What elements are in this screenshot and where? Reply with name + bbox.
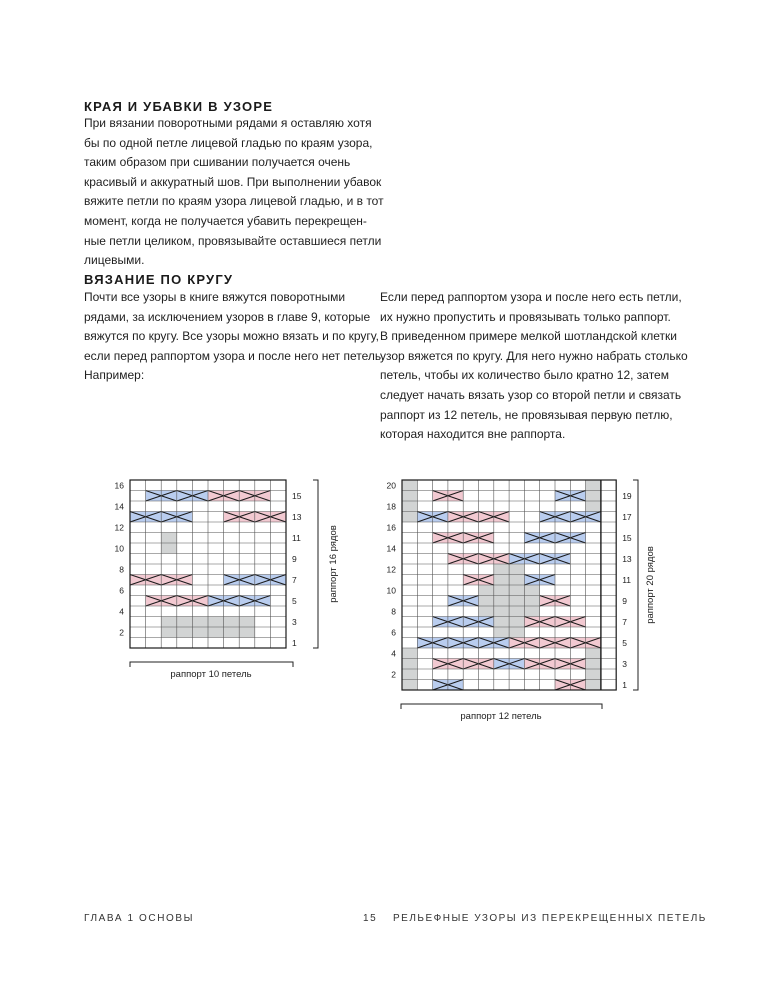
text-line: Например: <box>84 368 145 383</box>
text-line: рядами, за исключением узоров в главе 9, которые <box>84 309 371 324</box>
row-number-odd: 5 <box>292 595 297 606</box>
rows-bracket <box>633 480 638 690</box>
stitches-bracket <box>130 662 293 667</box>
row-number-even: 20 <box>386 480 396 491</box>
text-line: красивый и аккуратный шов. При выполнении убавок <box>84 174 382 189</box>
row-number-even: 2 <box>119 627 124 638</box>
text-line: ные петли целиком, провязывайте оставшиеся петли <box>84 233 382 248</box>
row-number-even: 12 <box>386 564 396 575</box>
text-line: Почти все узоры в книге вяжутся поворотными <box>84 290 346 304</box>
row-number-odd: 15 <box>622 532 632 543</box>
footer-chapter: ГЛАВА 1 ОСНОВЫ <box>84 913 195 924</box>
text-line: вяжите петли по краям узора лицевой гладью, и в тот <box>84 194 384 209</box>
section-heading-round: ВЯЗАНИЕ ПО КРУГУ <box>84 272 234 287</box>
row-number-even: 14 <box>114 501 124 512</box>
text-line: петель, чтобы их количество было кратно 12, затем <box>380 368 669 383</box>
paragraph-round-right <box>380 288 688 445</box>
footer-section-title: РЕЛЬЕФНЫЕ УЗОРЫ ИЗ ПЕРЕКРЕЩЕННЫХ ПЕТЕЛЬ <box>393 913 707 924</box>
row-number-even: 8 <box>119 564 124 575</box>
row-number-odd: 9 <box>292 553 297 564</box>
row-number-odd: 1 <box>622 679 627 690</box>
page-number: 15 <box>363 913 378 924</box>
text-line: раппорт из 12 петель, не провязывая первую петлю, <box>380 407 673 422</box>
paragraph-edges <box>84 114 384 271</box>
text-line: лицевыми. <box>84 253 145 268</box>
row-number-even: 6 <box>391 627 396 638</box>
row-number-even: 12 <box>114 522 124 533</box>
row-number-even: 18 <box>386 501 396 512</box>
row-number-even: 10 <box>114 543 124 554</box>
row-number-even: 4 <box>119 606 124 617</box>
row-number-odd: 11 <box>292 532 301 543</box>
repeat-stitches-label: раппорт 10 петель <box>170 669 252 680</box>
row-number-odd: 7 <box>622 616 627 627</box>
rows-bracket <box>313 480 318 648</box>
row-number-odd: 1 <box>292 637 297 648</box>
row-number-even: 10 <box>386 585 396 596</box>
text-line: В приведенном примере мелкой шотландской клетки <box>380 329 677 344</box>
row-number-even: 2 <box>391 669 396 680</box>
text-line: если перед раппортом узора и после него нет петель. <box>84 348 385 363</box>
row-number-odd: 7 <box>292 574 297 585</box>
row-number-odd: 13 <box>292 511 302 522</box>
row-number-even: 16 <box>386 522 396 533</box>
repeat-rows-label: раппорт 16 рядов <box>328 525 339 603</box>
repeat-rows-label: раппорт 20 рядов <box>645 546 656 624</box>
text-line: таким образом при сшивании получается очень <box>84 155 351 170</box>
chart-gridlines <box>402 480 616 690</box>
row-number-odd: 3 <box>622 658 627 669</box>
text-line: При вязании поворотными рядами я оставляю хотя <box>84 116 372 130</box>
row-number-odd: 13 <box>622 553 632 564</box>
text-line: которая находится вне раппорта. <box>380 427 566 442</box>
stitches-bracket <box>401 704 602 709</box>
text-line: вяжутся по кругу. Все узоры можно вязать и по кругу, <box>84 329 379 344</box>
row-number-odd: 17 <box>622 511 632 522</box>
knitting-chart-10-stitches <box>100 470 360 690</box>
text-line: Если перед раппортом узора и после него есть петли, <box>380 290 682 304</box>
row-number-even: 6 <box>119 585 124 596</box>
row-number-odd: 9 <box>622 595 627 606</box>
text-line: момент, когда не получается убавить перекрещен- <box>84 213 367 228</box>
row-number-odd: 19 <box>622 490 632 501</box>
row-number-odd: 15 <box>292 490 302 501</box>
knitting-chart-12-stitches <box>378 470 678 730</box>
row-number-even: 8 <box>391 606 396 617</box>
text-line: бы по одной петле лицевой гладью по краям узора, <box>84 135 373 150</box>
repeat-stitches-label: раппорт 12 петель <box>460 711 542 722</box>
row-number-even: 16 <box>114 480 124 491</box>
row-number-odd: 11 <box>622 574 632 585</box>
text-line: их нужно пропустить и провязывать только раппорт. <box>380 309 671 324</box>
text-line: следует начать вязать узор со второй петли и связать <box>380 387 682 402</box>
paragraph-round-left <box>84 288 384 386</box>
row-number-even: 4 <box>391 648 396 659</box>
row-number-even: 14 <box>386 543 396 554</box>
row-number-odd: 3 <box>292 616 297 627</box>
row-number-odd: 5 <box>622 637 627 648</box>
text-line: узор вяжется по кругу. Для него нужно набрать столько <box>380 348 688 363</box>
section-heading-edges: КРАЯ И УБАВКИ В УЗОРЕ <box>84 99 274 114</box>
